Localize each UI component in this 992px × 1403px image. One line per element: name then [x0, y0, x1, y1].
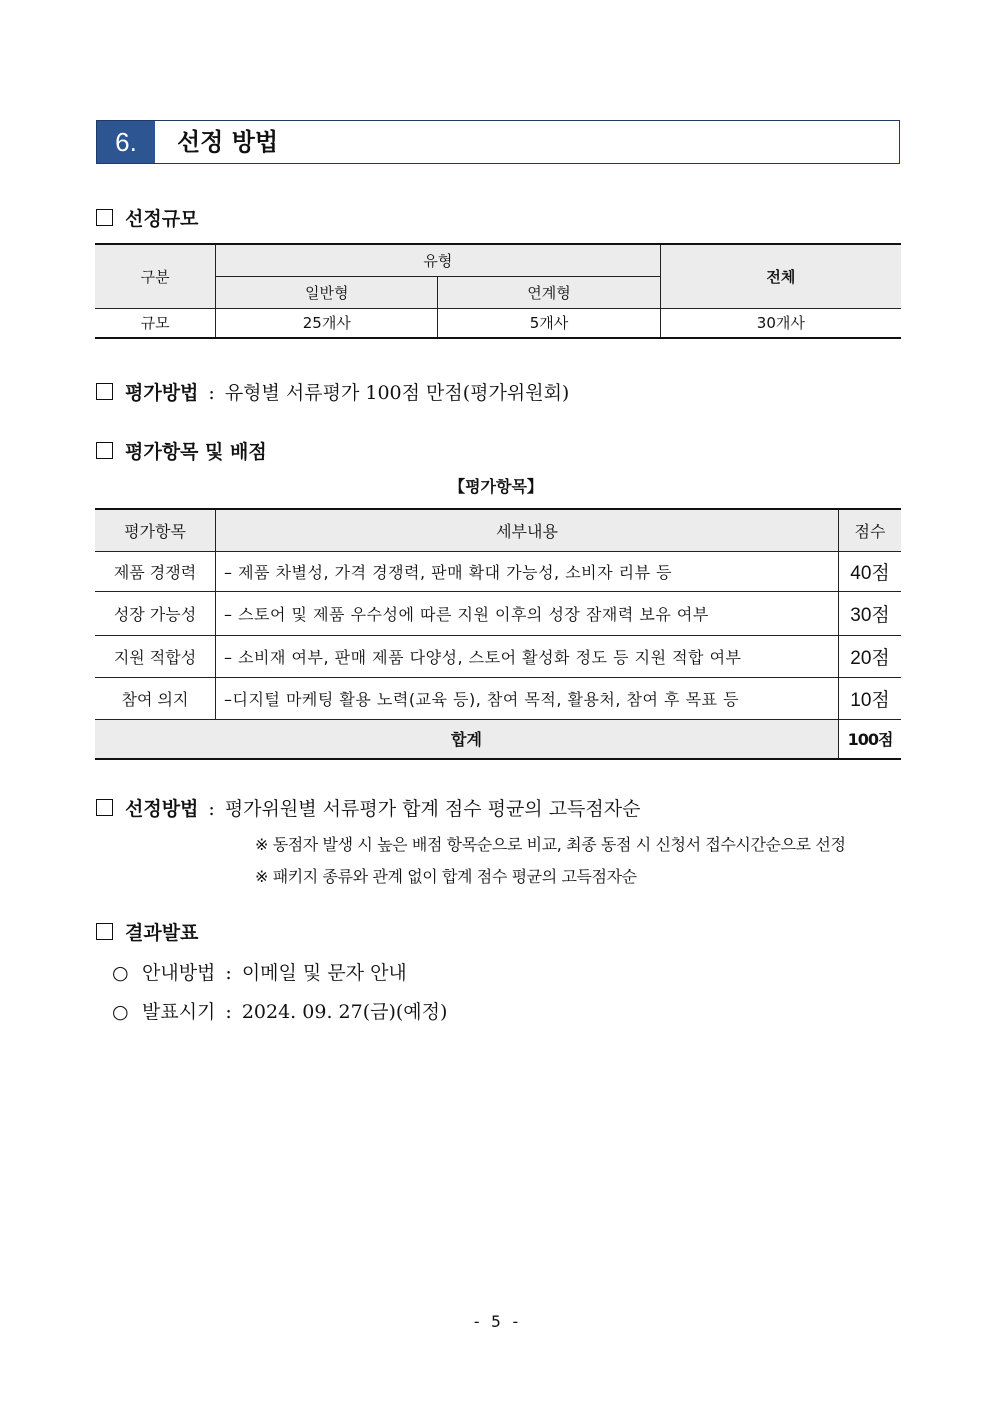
col-total: 전체: [660, 244, 901, 308]
total-row: [95, 719, 901, 759]
table-row: [95, 677, 901, 719]
header-detail: 세부내용: [216, 509, 839, 551]
total-value: 30개사: [660, 308, 901, 338]
linked-value: 5개사: [438, 308, 660, 338]
item-cell: 제품 경쟁력: [95, 551, 216, 591]
section-number: 6.: [97, 121, 155, 163]
checkbox-square-icon: [96, 799, 113, 816]
checkbox-square-icon: [96, 923, 113, 940]
selection-text: 평가위원별 서류평가 합계 점수 평균의 고득점자순: [224, 798, 641, 820]
criteria-heading: 평가항목 및 배점: [96, 437, 267, 464]
general-value: 25개사: [216, 308, 438, 338]
result-item: ○ 발표시기 : 2024. 09. 27(금)(예정): [112, 1001, 448, 1023]
header-score: 점수: [839, 509, 902, 551]
score-cell: 10점: [839, 677, 902, 719]
score-cell: 30점: [839, 591, 902, 635]
selection-note: ※ 동점자 발생 시 높은 배점 항목순으로 비교, 최종 동점 시 신청서 접수시간순으로 선정: [255, 835, 846, 854]
table-row: [95, 635, 901, 677]
col-type: 유형: [216, 244, 661, 276]
total-score: 100점: [839, 719, 902, 759]
result-heading: 결과발표: [96, 918, 198, 945]
detail-cell: –디지털 마케팅 활용 노력(교육 등), 참여 목적, 활용처, 참여 후 목표 등: [216, 677, 839, 719]
score-cell: 40점: [839, 551, 902, 591]
row-label: 규모: [95, 308, 216, 338]
criteria-caption: 【평가항목】: [449, 477, 543, 496]
total-label: 합계: [95, 719, 839, 759]
col-general: 일반형: [216, 276, 438, 308]
circle-bullet-icon: ○: [112, 962, 129, 984]
item-cell: 성장 가능성: [95, 591, 216, 635]
col-linked: 연계형: [438, 276, 660, 308]
col-category: 구분: [95, 244, 216, 308]
method-heading: 평가방법 : 유형별 서류평가 100점 만점(평가위원회): [96, 378, 569, 405]
item-cell: 지원 적합성: [95, 635, 216, 677]
header-item: 평가항목: [95, 509, 216, 551]
circle-bullet-icon: ○: [112, 1001, 129, 1023]
item-cell: 참여 의지: [95, 677, 216, 719]
selection-heading: 선정방법 : 평가위원별 서류평가 합계 점수 평균의 고득점자순: [96, 794, 640, 821]
table-row: [95, 591, 901, 635]
page-number: - 5 -: [471, 1312, 521, 1331]
section-header: [96, 120, 900, 164]
result-item: ○ 안내방법 : 이메일 및 문자 안내: [112, 962, 407, 984]
detail-cell: – 스토어 및 제품 우수성에 따른 지원 이후의 성장 잠재력 보유 여부: [216, 591, 839, 635]
checkbox-square-icon: [96, 442, 113, 459]
section-title: 선정 방법: [177, 128, 279, 156]
checkbox-square-icon: [96, 209, 113, 226]
scale-table: [95, 243, 901, 339]
detail-cell: – 소비재 여부, 판매 제품 다양성, 스토어 활성화 정도 등 지원 적합 여부: [216, 635, 839, 677]
scale-heading: 선정규모: [96, 204, 198, 231]
selection-note: ※ 패키지 종류와 관계 없이 합계 점수 평균의 고득점자순: [255, 867, 637, 886]
score-cell: 20점: [839, 635, 902, 677]
checkbox-square-icon: [96, 383, 113, 400]
table-row: [95, 551, 901, 591]
detail-cell: – 제품 차별성, 가격 경쟁력, 판매 확대 가능성, 소비자 리뷰 등: [216, 551, 839, 591]
method-text: 유형별 서류평가 100점 만점(평가위원회): [224, 382, 570, 404]
criteria-table: [95, 508, 901, 760]
